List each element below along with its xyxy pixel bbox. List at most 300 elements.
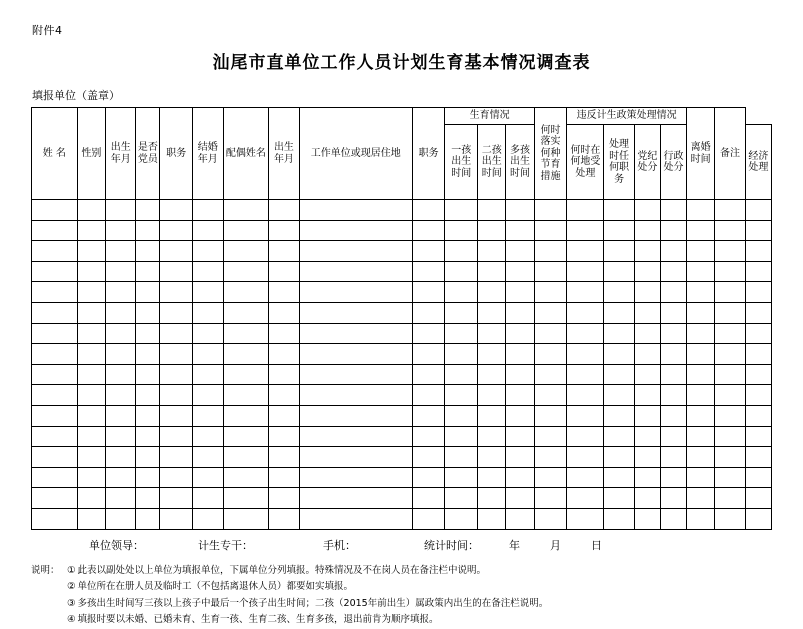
table-cell-economic-penalty[interactable] — [687, 200, 715, 221]
table-cell-work-unit-or-address[interactable] — [299, 200, 412, 221]
table-cell-party-discipline[interactable] — [634, 200, 660, 221]
table-cell-spouse-post[interactable] — [412, 261, 445, 282]
table-cell-work-unit-or-address[interactable] — [299, 302, 412, 323]
table-cell-divorce-date[interactable] — [715, 261, 745, 282]
table-cell-spouse-birth-date[interactable] — [269, 364, 299, 385]
table-cell-divorce-date[interactable] — [715, 200, 745, 221]
table-cell-spouse-name[interactable] — [223, 200, 269, 221]
table-cell-birth-date[interactable] — [105, 488, 135, 509]
table-cell-spouse-name[interactable] — [223, 508, 269, 529]
table-cell-punishment-time-place[interactable] — [567, 302, 604, 323]
table-cell-birth-date[interactable] — [105, 220, 135, 241]
table-cell-party-discipline[interactable] — [634, 426, 660, 447]
table-cell-divorce-date[interactable] — [715, 220, 745, 241]
table-cell-first-child-birth[interactable] — [445, 405, 478, 426]
table-cell-second-child-birth[interactable] — [478, 426, 506, 447]
table-cell-first-child-birth[interactable] — [445, 447, 478, 468]
table-cell-spouse-post[interactable] — [412, 302, 445, 323]
table-cell-divorce-date[interactable] — [715, 241, 745, 262]
table-cell-marriage-date[interactable] — [193, 344, 223, 365]
table-cell-punishment-time-place[interactable] — [567, 200, 604, 221]
table-cell-remarks[interactable] — [745, 220, 771, 241]
table-cell-admin-discipline[interactable] — [660, 426, 686, 447]
table-cell-admin-discipline[interactable] — [660, 508, 686, 529]
table-row[interactable] — [32, 426, 772, 447]
table-cell-post[interactable] — [160, 508, 193, 529]
table-cell-work-unit-or-address[interactable] — [299, 405, 412, 426]
table-cell-remarks[interactable] — [745, 282, 771, 303]
table-cell-gender[interactable] — [77, 344, 105, 365]
table-cell-divorce-date[interactable] — [715, 447, 745, 468]
table-cell-multi-child-birth[interactable] — [506, 220, 534, 241]
table-cell-punishment-time-place[interactable] — [567, 282, 604, 303]
table-cell-birth-date[interactable] — [105, 323, 135, 344]
table-cell-gender[interactable] — [77, 261, 105, 282]
table-cell-post[interactable] — [160, 344, 193, 365]
table-cell-admin-discipline[interactable] — [660, 200, 686, 221]
table-cell-post[interactable] — [160, 282, 193, 303]
table-cell-party-member[interactable] — [136, 447, 160, 468]
table-cell-birth-control-measure[interactable] — [534, 508, 567, 529]
table-cell-second-child-birth[interactable] — [478, 302, 506, 323]
table-cell-punishment-time-place[interactable] — [567, 241, 604, 262]
table-cell-first-child-birth[interactable] — [445, 200, 478, 221]
table-cell-party-discipline[interactable] — [634, 282, 660, 303]
table-cell-spouse-post[interactable] — [412, 282, 445, 303]
table-row[interactable] — [32, 323, 772, 344]
table-cell-second-child-birth[interactable] — [478, 447, 506, 468]
table-cell-remarks[interactable] — [745, 200, 771, 221]
table-cell-second-child-birth[interactable] — [478, 467, 506, 488]
table-cell-multi-child-birth[interactable] — [506, 405, 534, 426]
table-cell-birth-date[interactable] — [105, 282, 135, 303]
table-cell-name[interactable] — [32, 508, 78, 529]
table-cell-work-unit-or-address[interactable] — [299, 282, 412, 303]
table-cell-multi-child-birth[interactable] — [506, 508, 534, 529]
table-cell-spouse-name[interactable] — [223, 344, 269, 365]
table-cell-post[interactable] — [160, 447, 193, 468]
table-cell-birth-control-measure[interactable] — [534, 220, 567, 241]
table-cell-name[interactable] — [32, 385, 78, 406]
table-cell-second-child-birth[interactable] — [478, 323, 506, 344]
table-cell-birth-date[interactable] — [105, 426, 135, 447]
table-cell-punishment-post[interactable] — [604, 508, 634, 529]
table-cell-gender[interactable] — [77, 426, 105, 447]
table-cell-remarks[interactable] — [745, 467, 771, 488]
table-cell-punishment-post[interactable] — [604, 241, 634, 262]
table-cell-divorce-date[interactable] — [715, 508, 745, 529]
table-cell-name[interactable] — [32, 302, 78, 323]
table-cell-spouse-birth-date[interactable] — [269, 344, 299, 365]
table-cell-remarks[interactable] — [745, 344, 771, 365]
table-cell-divorce-date[interactable] — [715, 385, 745, 406]
table-cell-remarks[interactable] — [745, 426, 771, 447]
table-cell-work-unit-or-address[interactable] — [299, 447, 412, 468]
table-cell-spouse-post[interactable] — [412, 323, 445, 344]
table-cell-gender[interactable] — [77, 364, 105, 385]
table-cell-second-child-birth[interactable] — [478, 282, 506, 303]
table-cell-multi-child-birth[interactable] — [506, 302, 534, 323]
table-cell-marriage-date[interactable] — [193, 467, 223, 488]
table-row[interactable] — [32, 220, 772, 241]
table-cell-marriage-date[interactable] — [193, 405, 223, 426]
table-cell-spouse-birth-date[interactable] — [269, 323, 299, 344]
table-cell-spouse-birth-date[interactable] — [269, 508, 299, 529]
table-cell-spouse-post[interactable] — [412, 467, 445, 488]
table-cell-admin-discipline[interactable] — [660, 364, 686, 385]
table-cell-post[interactable] — [160, 302, 193, 323]
table-cell-punishment-time-place[interactable] — [567, 323, 604, 344]
table-cell-name[interactable] — [32, 467, 78, 488]
table-cell-name[interactable] — [32, 447, 78, 468]
table-cell-punishment-time-place[interactable] — [567, 467, 604, 488]
table-cell-divorce-date[interactable] — [715, 364, 745, 385]
table-cell-spouse-birth-date[interactable] — [269, 405, 299, 426]
table-cell-birth-date[interactable] — [105, 364, 135, 385]
table-cell-economic-penalty[interactable] — [687, 385, 715, 406]
table-cell-spouse-birth-date[interactable] — [269, 200, 299, 221]
table-cell-birth-control-measure[interactable] — [534, 405, 567, 426]
table-cell-remarks[interactable] — [745, 261, 771, 282]
table-cell-birth-date[interactable] — [105, 447, 135, 468]
table-cell-second-child-birth[interactable] — [478, 261, 506, 282]
table-cell-name[interactable] — [32, 488, 78, 509]
table-cell-punishment-time-place[interactable] — [567, 261, 604, 282]
table-cell-marriage-date[interactable] — [193, 426, 223, 447]
table-cell-spouse-birth-date[interactable] — [269, 467, 299, 488]
table-cell-party-discipline[interactable] — [634, 364, 660, 385]
table-cell-multi-child-birth[interactable] — [506, 488, 534, 509]
table-cell-punishment-time-place[interactable] — [567, 426, 604, 447]
table-cell-work-unit-or-address[interactable] — [299, 220, 412, 241]
table-cell-spouse-post[interactable] — [412, 200, 445, 221]
table-cell-party-member[interactable] — [136, 405, 160, 426]
table-cell-divorce-date[interactable] — [715, 426, 745, 447]
table-cell-work-unit-or-address[interactable] — [299, 344, 412, 365]
table-cell-spouse-post[interactable] — [412, 344, 445, 365]
table-cell-punishment-post[interactable] — [604, 364, 634, 385]
table-cell-marriage-date[interactable] — [193, 200, 223, 221]
table-cell-marriage-date[interactable] — [193, 323, 223, 344]
table-row[interactable] — [32, 488, 772, 509]
table-cell-punishment-post[interactable] — [604, 447, 634, 468]
table-cell-party-discipline[interactable] — [634, 467, 660, 488]
table-cell-spouse-birth-date[interactable] — [269, 488, 299, 509]
table-cell-spouse-name[interactable] — [223, 323, 269, 344]
table-cell-spouse-name[interactable] — [223, 405, 269, 426]
table-cell-punishment-post[interactable] — [604, 488, 634, 509]
table-cell-first-child-birth[interactable] — [445, 261, 478, 282]
table-cell-economic-penalty[interactable] — [687, 364, 715, 385]
table-cell-birth-date[interactable] — [105, 241, 135, 262]
table-cell-name[interactable] — [32, 220, 78, 241]
table-cell-name[interactable] — [32, 426, 78, 447]
table-row[interactable] — [32, 282, 772, 303]
table-cell-name[interactable] — [32, 261, 78, 282]
table-cell-first-child-birth[interactable] — [445, 467, 478, 488]
table-cell-name[interactable] — [32, 282, 78, 303]
table-row[interactable] — [32, 447, 772, 468]
table-cell-admin-discipline[interactable] — [660, 220, 686, 241]
table-cell-punishment-time-place[interactable] — [567, 220, 604, 241]
table-cell-multi-child-birth[interactable] — [506, 426, 534, 447]
table-cell-punishment-post[interactable] — [604, 282, 634, 303]
table-cell-party-member[interactable] — [136, 282, 160, 303]
table-cell-first-child-birth[interactable] — [445, 323, 478, 344]
table-row[interactable] — [32, 241, 772, 262]
table-cell-birth-control-measure[interactable] — [534, 385, 567, 406]
table-cell-economic-penalty[interactable] — [687, 447, 715, 468]
table-cell-work-unit-or-address[interactable] — [299, 508, 412, 529]
table-cell-spouse-name[interactable] — [223, 261, 269, 282]
table-cell-party-discipline[interactable] — [634, 405, 660, 426]
table-cell-punishment-time-place[interactable] — [567, 508, 604, 529]
table-cell-gender[interactable] — [77, 282, 105, 303]
table-cell-multi-child-birth[interactable] — [506, 323, 534, 344]
table-cell-second-child-birth[interactable] — [478, 344, 506, 365]
table-cell-spouse-name[interactable] — [223, 447, 269, 468]
table-cell-work-unit-or-address[interactable] — [299, 488, 412, 509]
table-cell-remarks[interactable] — [745, 241, 771, 262]
table-cell-spouse-name[interactable] — [223, 364, 269, 385]
table-cell-admin-discipline[interactable] — [660, 282, 686, 303]
table-cell-marriage-date[interactable] — [193, 447, 223, 468]
table-cell-admin-discipline[interactable] — [660, 241, 686, 262]
table-cell-multi-child-birth[interactable] — [506, 344, 534, 365]
table-cell-birth-date[interactable] — [105, 385, 135, 406]
table-cell-spouse-post[interactable] — [412, 508, 445, 529]
table-cell-post[interactable] — [160, 488, 193, 509]
table-cell-party-discipline[interactable] — [634, 508, 660, 529]
table-cell-multi-child-birth[interactable] — [506, 467, 534, 488]
table-cell-party-member[interactable] — [136, 385, 160, 406]
table-cell-spouse-post[interactable] — [412, 385, 445, 406]
table-cell-birth-control-measure[interactable] — [534, 364, 567, 385]
table-cell-multi-child-birth[interactable] — [506, 241, 534, 262]
table-cell-party-discipline[interactable] — [634, 385, 660, 406]
table-cell-first-child-birth[interactable] — [445, 385, 478, 406]
table-cell-post[interactable] — [160, 426, 193, 447]
table-cell-birth-date[interactable] — [105, 508, 135, 529]
table-cell-economic-penalty[interactable] — [687, 467, 715, 488]
table-cell-spouse-post[interactable] — [412, 241, 445, 262]
table-cell-party-member[interactable] — [136, 426, 160, 447]
table-cell-name[interactable] — [32, 200, 78, 221]
table-cell-remarks[interactable] — [745, 323, 771, 344]
table-cell-spouse-name[interactable] — [223, 241, 269, 262]
table-cell-work-unit-or-address[interactable] — [299, 323, 412, 344]
table-cell-first-child-birth[interactable] — [445, 364, 478, 385]
table-cell-marriage-date[interactable] — [193, 220, 223, 241]
table-cell-divorce-date[interactable] — [715, 344, 745, 365]
table-cell-first-child-birth[interactable] — [445, 220, 478, 241]
table-cell-multi-child-birth[interactable] — [506, 261, 534, 282]
table-cell-first-child-birth[interactable] — [445, 282, 478, 303]
table-cell-birth-control-measure[interactable] — [534, 426, 567, 447]
table-cell-remarks[interactable] — [745, 405, 771, 426]
table-cell-gender[interactable] — [77, 385, 105, 406]
table-cell-punishment-time-place[interactable] — [567, 488, 604, 509]
table-cell-marriage-date[interactable] — [193, 488, 223, 509]
table-row[interactable] — [32, 508, 772, 529]
table-cell-first-child-birth[interactable] — [445, 302, 478, 323]
table-cell-work-unit-or-address[interactable] — [299, 385, 412, 406]
table-cell-remarks[interactable] — [745, 385, 771, 406]
table-cell-spouse-name[interactable] — [223, 467, 269, 488]
table-cell-multi-child-birth[interactable] — [506, 200, 534, 221]
table-cell-work-unit-or-address[interactable] — [299, 261, 412, 282]
table-cell-party-discipline[interactable] — [634, 302, 660, 323]
table-cell-admin-discipline[interactable] — [660, 323, 686, 344]
table-cell-second-child-birth[interactable] — [478, 241, 506, 262]
table-cell-party-discipline[interactable] — [634, 344, 660, 365]
table-cell-economic-penalty[interactable] — [687, 282, 715, 303]
table-cell-multi-child-birth[interactable] — [506, 282, 534, 303]
table-cell-punishment-post[interactable] — [604, 323, 634, 344]
table-cell-punishment-post[interactable] — [604, 405, 634, 426]
table-cell-work-unit-or-address[interactable] — [299, 467, 412, 488]
table-cell-post[interactable] — [160, 385, 193, 406]
table-cell-marriage-date[interactable] — [193, 364, 223, 385]
table-cell-work-unit-or-address[interactable] — [299, 364, 412, 385]
table-cell-economic-penalty[interactable] — [687, 241, 715, 262]
table-cell-divorce-date[interactable] — [715, 488, 745, 509]
table-cell-birth-control-measure[interactable] — [534, 261, 567, 282]
table-cell-birth-date[interactable] — [105, 200, 135, 221]
table-cell-party-discipline[interactable] — [634, 447, 660, 468]
table-cell-birth-control-measure[interactable] — [534, 282, 567, 303]
table-cell-multi-child-birth[interactable] — [506, 364, 534, 385]
table-cell-post[interactable] — [160, 200, 193, 221]
table-cell-divorce-date[interactable] — [715, 323, 745, 344]
table-cell-gender[interactable] — [77, 302, 105, 323]
table-cell-name[interactable] — [32, 241, 78, 262]
table-cell-birth-control-measure[interactable] — [534, 200, 567, 221]
table-cell-post[interactable] — [160, 220, 193, 241]
table-cell-admin-discipline[interactable] — [660, 302, 686, 323]
table-cell-spouse-birth-date[interactable] — [269, 385, 299, 406]
table-cell-punishment-time-place[interactable] — [567, 364, 604, 385]
table-cell-punishment-time-place[interactable] — [567, 344, 604, 365]
table-cell-gender[interactable] — [77, 508, 105, 529]
table-row[interactable] — [32, 200, 772, 221]
table-cell-party-discipline[interactable] — [634, 323, 660, 344]
table-cell-remarks[interactable] — [745, 447, 771, 468]
table-cell-spouse-name[interactable] — [223, 488, 269, 509]
table-cell-second-child-birth[interactable] — [478, 220, 506, 241]
table-cell-punishment-time-place[interactable] — [567, 385, 604, 406]
table-cell-second-child-birth[interactable] — [478, 405, 506, 426]
table-row[interactable] — [32, 405, 772, 426]
table-cell-gender[interactable] — [77, 488, 105, 509]
table-row[interactable] — [32, 385, 772, 406]
table-cell-punishment-post[interactable] — [604, 200, 634, 221]
table-cell-post[interactable] — [160, 323, 193, 344]
table-cell-birth-date[interactable] — [105, 467, 135, 488]
table-cell-gender[interactable] — [77, 200, 105, 221]
table-cell-marriage-date[interactable] — [193, 385, 223, 406]
table-cell-party-discipline[interactable] — [634, 261, 660, 282]
table-cell-birth-date[interactable] — [105, 302, 135, 323]
table-cell-punishment-post[interactable] — [604, 385, 634, 406]
table-cell-spouse-birth-date[interactable] — [269, 220, 299, 241]
table-cell-party-member[interactable] — [136, 508, 160, 529]
table-cell-economic-penalty[interactable] — [687, 302, 715, 323]
table-cell-remarks[interactable] — [745, 302, 771, 323]
table-cell-remarks[interactable] — [745, 364, 771, 385]
table-cell-punishment-post[interactable] — [604, 467, 634, 488]
table-cell-birth-control-measure[interactable] — [534, 467, 567, 488]
table-cell-name[interactable] — [32, 405, 78, 426]
table-cell-birth-control-measure[interactable] — [534, 241, 567, 262]
table-cell-economic-penalty[interactable] — [687, 508, 715, 529]
table-cell-party-discipline[interactable] — [634, 220, 660, 241]
table-cell-first-child-birth[interactable] — [445, 426, 478, 447]
table-row[interactable] — [32, 344, 772, 365]
table-cell-second-child-birth[interactable] — [478, 200, 506, 221]
table-cell-spouse-post[interactable] — [412, 447, 445, 468]
table-cell-party-member[interactable] — [136, 323, 160, 344]
table-cell-name[interactable] — [32, 323, 78, 344]
table-cell-spouse-post[interactable] — [412, 426, 445, 447]
table-cell-spouse-post[interactable] — [412, 364, 445, 385]
table-cell-post[interactable] — [160, 241, 193, 262]
table-cell-economic-penalty[interactable] — [687, 261, 715, 282]
table-cell-divorce-date[interactable] — [715, 302, 745, 323]
table-cell-spouse-post[interactable] — [412, 220, 445, 241]
table-cell-post[interactable] — [160, 364, 193, 385]
table-cell-punishment-post[interactable] — [604, 426, 634, 447]
table-cell-spouse-post[interactable] — [412, 405, 445, 426]
table-cell-gender[interactable] — [77, 447, 105, 468]
table-cell-marriage-date[interactable] — [193, 282, 223, 303]
table-cell-gender[interactable] — [77, 220, 105, 241]
table-cell-economic-penalty[interactable] — [687, 488, 715, 509]
table-cell-work-unit-or-address[interactable] — [299, 241, 412, 262]
table-cell-marriage-date[interactable] — [193, 508, 223, 529]
table-cell-birth-date[interactable] — [105, 344, 135, 365]
table-cell-punishment-post[interactable] — [604, 261, 634, 282]
table-cell-multi-child-birth[interactable] — [506, 447, 534, 468]
table-cell-name[interactable] — [32, 364, 78, 385]
table-cell-multi-child-birth[interactable] — [506, 385, 534, 406]
table-cell-spouse-birth-date[interactable] — [269, 426, 299, 447]
table-cell-economic-penalty[interactable] — [687, 344, 715, 365]
table-cell-birth-date[interactable] — [105, 405, 135, 426]
table-cell-party-discipline[interactable] — [634, 488, 660, 509]
table-cell-spouse-name[interactable] — [223, 426, 269, 447]
table-cell-economic-penalty[interactable] — [687, 426, 715, 447]
table-cell-gender[interactable] — [77, 323, 105, 344]
table-cell-first-child-birth[interactable] — [445, 488, 478, 509]
table-cell-second-child-birth[interactable] — [478, 364, 506, 385]
table-cell-second-child-birth[interactable] — [478, 508, 506, 529]
table-cell-party-member[interactable] — [136, 467, 160, 488]
table-cell-marriage-date[interactable] — [193, 261, 223, 282]
table-row[interactable] — [32, 467, 772, 488]
table-cell-punishment-time-place[interactable] — [567, 447, 604, 468]
table-cell-birth-control-measure[interactable] — [534, 302, 567, 323]
table-cell-admin-discipline[interactable] — [660, 261, 686, 282]
table-row[interactable] — [32, 261, 772, 282]
table-cell-gender[interactable] — [77, 241, 105, 262]
table-cell-post[interactable] — [160, 467, 193, 488]
table-cell-spouse-birth-date[interactable] — [269, 241, 299, 262]
table-cell-admin-discipline[interactable] — [660, 488, 686, 509]
table-cell-gender[interactable] — [77, 467, 105, 488]
table-cell-work-unit-or-address[interactable] — [299, 426, 412, 447]
table-cell-admin-discipline[interactable] — [660, 467, 686, 488]
